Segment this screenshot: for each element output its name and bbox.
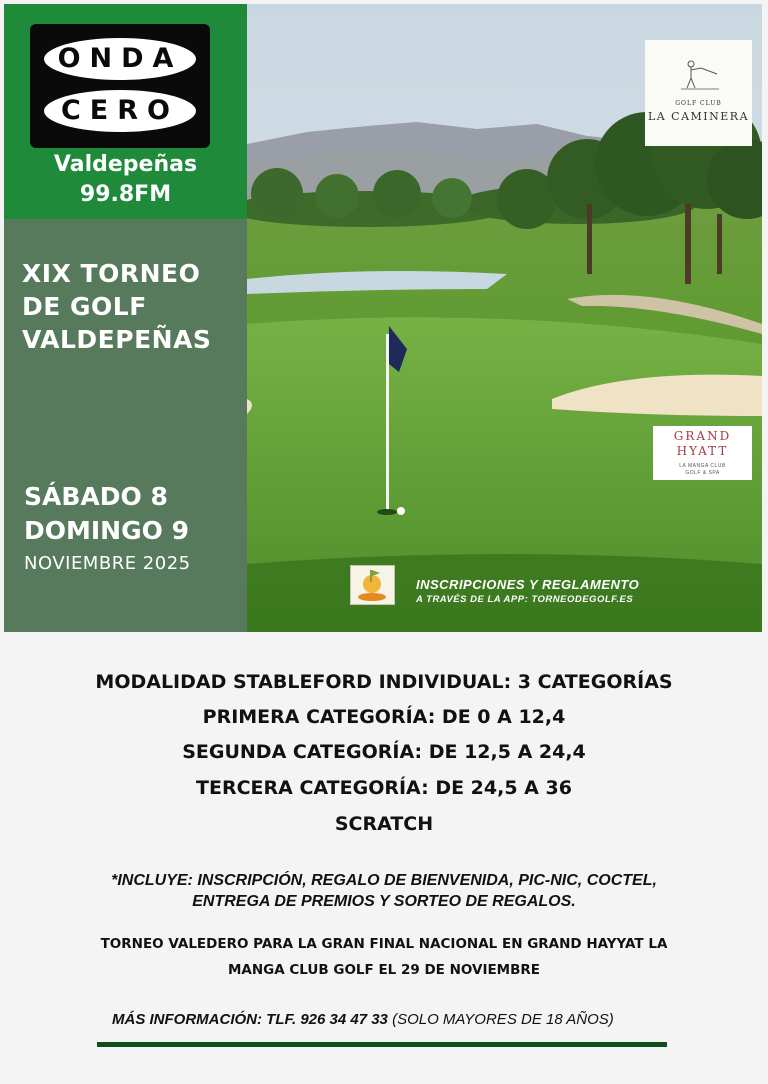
logo-word-cero: CERO — [44, 90, 196, 132]
golf-trophy-icon — [351, 566, 394, 604]
date-sunday: DOMINGO 9 — [24, 516, 189, 545]
final-info-line-2: MANGA CLUB GOLF EL 29 DE NOVIEMBRE — [227, 962, 541, 978]
app-title: INSCRIPCIONES Y REGLAMENTO — [416, 577, 640, 592]
hyatt-sub-2: GOLF & SPA — [685, 470, 720, 476]
final-info-line-1: TORNEO VALEDERO PARA LA GRAN FINAL NACIONAL EN GRAND HAYYAT LA — [100, 936, 668, 952]
first-category: PRIMERA CATEGORÍA: DE 0 A 12,4 — [202, 706, 566, 728]
golfer-icon — [679, 58, 721, 92]
club-small-label: GOLF CLUB — [675, 100, 722, 107]
second-category: SEGUNDA CATEGORÍA: DE 12,5 A 24,4 — [182, 741, 586, 763]
station-frequency: 99.8FM — [79, 182, 172, 207]
date-month-year: NOVIEMBRE 2025 — [24, 553, 191, 574]
modality-line: MODALIDAD STABLEFORD INDIVIDUAL: 3 CATEGORÍAS — [95, 671, 673, 693]
date-saturday: SÁBADO 8 — [24, 482, 168, 511]
includes-line-1: *INCLUYE: INSCRIPCIÓN, REGALO DE BIENVENIDA, PIC-NIC, COCTEL, — [111, 872, 657, 889]
hyatt-line-1: GRAND — [673, 429, 732, 443]
includes-line-2: ENTREGA DE PREMIOS Y SORTEO DE REGALOS. — [192, 893, 576, 910]
header-banner — [4, 4, 762, 632]
scratch-category: SCRATCH — [334, 813, 434, 835]
tournament-info-panel — [4, 219, 247, 632]
tournament-title-line-1: XIX TORNEO — [22, 259, 201, 288]
hyatt-sub-1: LA MANGA CLUB — [679, 463, 726, 469]
app-subtitle: A TRAVÉS DE LA APP: TORNEODEGOLF.ES — [416, 594, 634, 605]
flag-pole — [386, 334, 389, 511]
third-category: TERCERA CATEGORÍA: DE 24,5 A 36 — [196, 777, 572, 799]
logo-word-onda: ONDA — [44, 38, 196, 80]
age-note: (SOLO MAYORES DE 18 AÑOS) — [387, 1011, 614, 1028]
golf-ball-icon — [397, 507, 405, 515]
left-column — [4, 4, 247, 632]
tournament-title-line-3: VALDEPEÑAS — [22, 325, 212, 354]
station-city: Valdepeñas — [53, 152, 198, 177]
club-name: LA CAMINERA — [647, 110, 750, 123]
bottom-rule — [97, 1042, 667, 1047]
radio-brand-panel — [4, 4, 247, 219]
grand-hyatt-logo — [653, 426, 752, 480]
onda-cero-logo — [30, 24, 210, 148]
hyatt-line-2: HYATT — [676, 444, 729, 458]
la-caminera-logo — [645, 40, 752, 146]
tournament-title-line-2: DE GOLF — [22, 292, 147, 321]
contact-info — [112, 1011, 614, 1028]
contact-label: MÁS INFORMACIÓN: TLF. 926 34 47 33 — [112, 1011, 388, 1028]
app-logo-icon — [350, 565, 395, 605]
